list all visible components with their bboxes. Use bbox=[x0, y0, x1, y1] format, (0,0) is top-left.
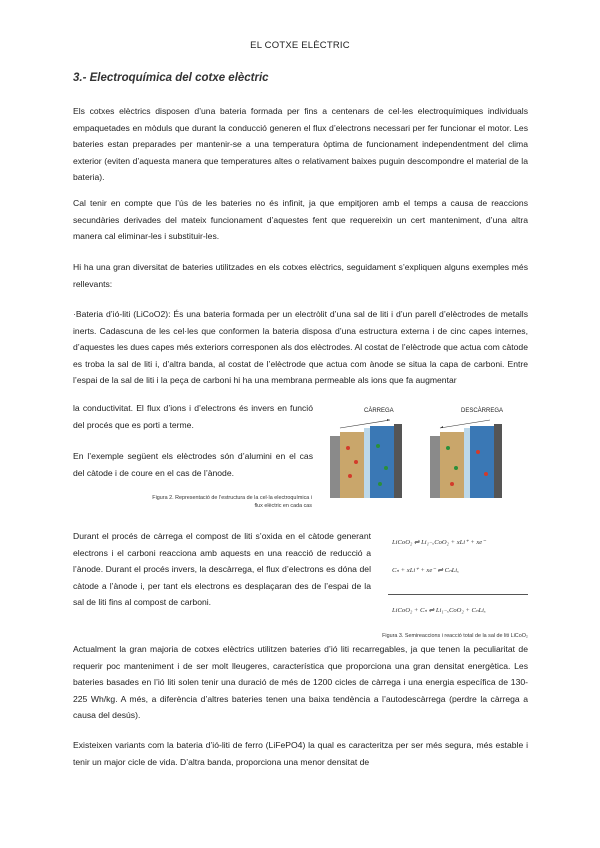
paragraph-li-ion-battery: ·Bateria d’ió-liti (LiCoO2): És una bateria formada per un electròlit d’una sal de liti i d’un parell d’elèctrodes de metalls inerts. Cadascuna de les cel·les que conformen la bateria disposa d’una estructura externa i de cinc capes internes, d’aquestes les dues capes més exteriors corresponen als dos elèctrodes. Al costat de l’elèctrode que actua com càtode es troba la sal de liti i, d’altra banda, al costat de l’elèctrode que actua com ànode se situa la capa de carboni. Entre l’espai de la sal de liti i la peça de carboni hi ha una membrana permeable als ions que fa augmentar bbox=[73, 309, 528, 386]
charge-label: CÀRREGA bbox=[364, 408, 394, 414]
charge-cell bbox=[330, 419, 402, 498]
figure-2-caption: Figura 2. Representació de l’estructura de la cel·la electroquímica i flux elèctric en cada cas bbox=[152, 495, 312, 509]
page-header: EL COTXE ELÈCTRIC bbox=[250, 40, 350, 51]
equation-cathode: LiCoO₂ ⇌ Li₁₋ₓCoO₂ + xLi⁺ + xe⁻ bbox=[392, 539, 486, 546]
battery-cell-diagram bbox=[326, 402, 526, 506]
paragraph-lifepo4: Existeixen variants com la bateria d’ió-liti de ferro (LiFePO4) la qual es caracteritza per ser més segura, més estable i tenir un major cicle de vida. D’altra banda, proporciona una menor densitat de bbox=[73, 740, 528, 767]
paragraph-electrodes: En l’exemple següent els elèctrodes són d’alumini en el cas del càtode i de coure en el cas de l’ànode. bbox=[73, 451, 313, 478]
equation-anode: Cₙ + xLi⁺ + xe⁻ ⇌ CₙLiₓ bbox=[392, 567, 459, 574]
paragraph-intro: Els cotxes elèctrics disposen d’una bateria formada per fins a centenars de cel·les electroquímiques individuals empaquetades en mòduls que durant la conducció generen el flux d’electrons necessari per fer funcionar el motor. Les bateries estan preparades per mantenir-se a una temperatura òptima de funcionament independentment del clima exterior (eviten d’aquesta manera que temperatures altes o relativament baixes puguin descompondre el material de la bateria). bbox=[73, 106, 528, 183]
equation-divider bbox=[388, 594, 528, 595]
paragraph-current-usage: Actualment la gran majoria de cotxes elèctrics utilitzen bateries d’ió liti recarregables, ja que tenen la peculiaritat de requerir poc manteniment i de ser molt lleugeres, característica que proporciona una gran densitat energètica. Les bateries basades en l’ió liti solen tenir una duració de més de 1200 cicles de càrrega i una energia específica de 130-225 Wh/kg. A més, a diferència d’altres bateries tenen una baixa tendència a l’autodescàrrega (perdre la càrrega a causa del desús). bbox=[73, 644, 528, 721]
paragraph-maintenance: Cal tenir en compte que l’ús de les bateries no és infinit, ja que empitjoren amb el temps a causa de reaccions secundàries derivades del mateix funcionament d’aquestes fent que requereixin un cert manteniment, d’una altra manera cal eliminar-les i substituir-les. bbox=[73, 198, 528, 242]
reaction-equations bbox=[388, 532, 528, 624]
discharge-cell bbox=[430, 420, 502, 498]
paragraph-diversity: Hi ha una gran diversitat de bateries utilitzades en els cotxes elèctrics, seguidament s’expliquen alguns exemples més rellevants: bbox=[73, 262, 528, 289]
paragraph-conductivity: la conductivitat. El flux d’ions i d’electrons és invers en funció del procés que es porti a terme. bbox=[73, 403, 313, 430]
figure-3-caption: Figura 3. Semireaccions i reacció total de la sal de liti LiCoO₂ bbox=[382, 633, 528, 639]
section-title: 3.- Electroquímica del cotxe elèctric bbox=[73, 72, 269, 84]
paragraph-charge-process: Durant el procés de càrrega el compost de liti s’oxida en el càtode generant electrons i el carboni reacciona amb aquests en una reacció de reducció a l’ànode. Durant el procés invers, la descàrrega, el flux d’electrons es dóna del càtode a l’ànode i, per tant els electrons es desplaçaran des de l’espai de la sal de liti fins al compost de carboni. bbox=[73, 531, 371, 608]
discharge-label: DESCÀRREGA bbox=[461, 408, 504, 414]
equation-total: LiCoO₂ + Cₙ ⇌ Li₁₋ₓCoO₂ + CₙLiₓ bbox=[392, 607, 486, 614]
